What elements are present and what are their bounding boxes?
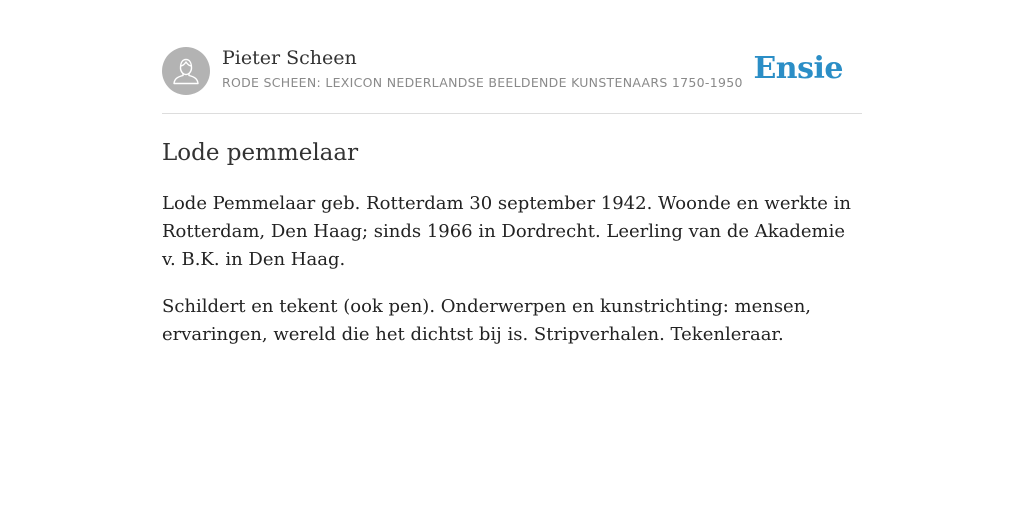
article-title: Lode pemmelaar xyxy=(162,140,359,166)
source-title[interactable]: RODE SCHEEN: LEXICON NEDERLANDSE BEELDENDE KUNSTENAARS 1750-1950 xyxy=(222,75,743,90)
page-container xyxy=(162,0,862,345)
article-header xyxy=(162,0,862,114)
article-paragraph: Lode Pemmelaar geb. Rotterdam 30 september 1942. Woonde en werkte in Rotterdam, Den Haag; sinds 1966 in Dordrecht. Leerling van de Akademie v. B.K. in Den Haag. xyxy=(162,193,851,270)
ensie-logo[interactable]: Ensie xyxy=(753,51,843,86)
author-name[interactable]: Pieter Scheen xyxy=(222,47,357,69)
article-body xyxy=(162,190,862,368)
author-avatar[interactable] xyxy=(162,47,210,95)
article-paragraph: Schildert en tekent (ook pen). Onderwerpen en kunstrichting: mensen, ervaringen, wereld die het dichtst bij is. Stripverhalen. Tekenleraar. xyxy=(162,296,812,345)
user-silhouette-icon xyxy=(162,47,210,95)
